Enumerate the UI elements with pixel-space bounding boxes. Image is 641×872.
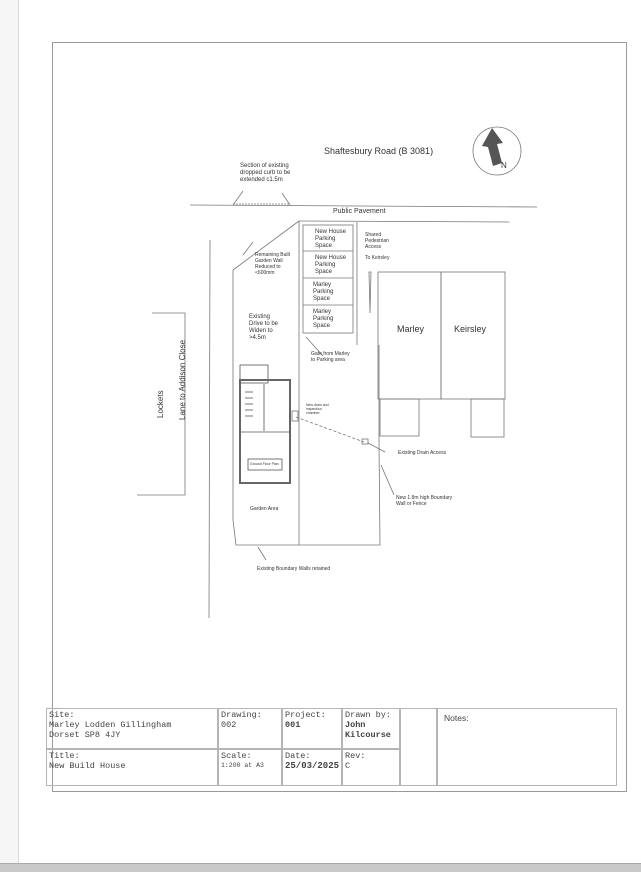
gate-note: Gate from Marley to Parking area	[311, 351, 350, 363]
notes-cell: Notes:	[437, 708, 617, 786]
parking-space-3: Marley Parking Space	[313, 282, 334, 302]
north-label: N	[501, 161, 507, 170]
drawing-cell: Drawing: 002	[218, 708, 282, 749]
parking-space-1: New House Parking Space	[315, 229, 347, 249]
blank-cell	[400, 708, 437, 786]
date-cell: Date: 25/03/2025	[282, 749, 342, 786]
title-block	[46, 708, 617, 786]
parking-space-2: New House Parking Space	[315, 255, 347, 275]
existing-walls-note: Existing Boundary Walls retained	[257, 566, 331, 572]
lane-label: Lane to Addison Close	[178, 339, 187, 420]
north-arrow-icon	[473, 127, 521, 175]
drain-access-label: Existing Drain Access	[398, 450, 447, 456]
garden-area-label: Garden Area	[250, 506, 279, 512]
inspection-chamber-note: New drain and inspection chamber	[306, 403, 329, 415]
shared-access-note: Shared Pedestrian Access	[365, 232, 389, 250]
ground-floor-label: Ground Floor Plan	[250, 462, 279, 466]
project-cell: Project: 001	[282, 708, 342, 749]
drive-note: Existing Drive to be Widen to >4.5m	[249, 314, 279, 341]
parking-space-4: Marley Parking Space	[313, 309, 334, 329]
garden-wall-note: Remaining Built Garden Wall Reduced to <600mm	[255, 252, 291, 276]
site-cell: Site: Marley Lodden Gillingham Dorset SP8 4JY	[46, 708, 218, 749]
title-cell: Title: New Build House	[46, 749, 218, 786]
pavement-label: Public Pavement	[333, 208, 386, 215]
curb-note: Section of existing dropped curb to be extended c1.5m	[240, 163, 291, 183]
house-label-keirsley: Keirsley	[454, 324, 487, 334]
drawn-by-cell: Drawn by: John Kilcourse	[342, 708, 400, 749]
to-keirsley-label: To Keirsley	[365, 255, 390, 261]
scale-cell: Scale: 1:200 at A3	[218, 749, 282, 786]
boundary-wall-note: New 1.8m high Boundary Wall or Fence	[396, 495, 453, 507]
road-label: Shaftesbury Road (B 3081)	[324, 146, 434, 156]
house-label-marley: Marley	[397, 324, 425, 334]
rev-cell: Rev: C	[342, 749, 400, 786]
neighbour-label: Lockets	[156, 390, 165, 418]
